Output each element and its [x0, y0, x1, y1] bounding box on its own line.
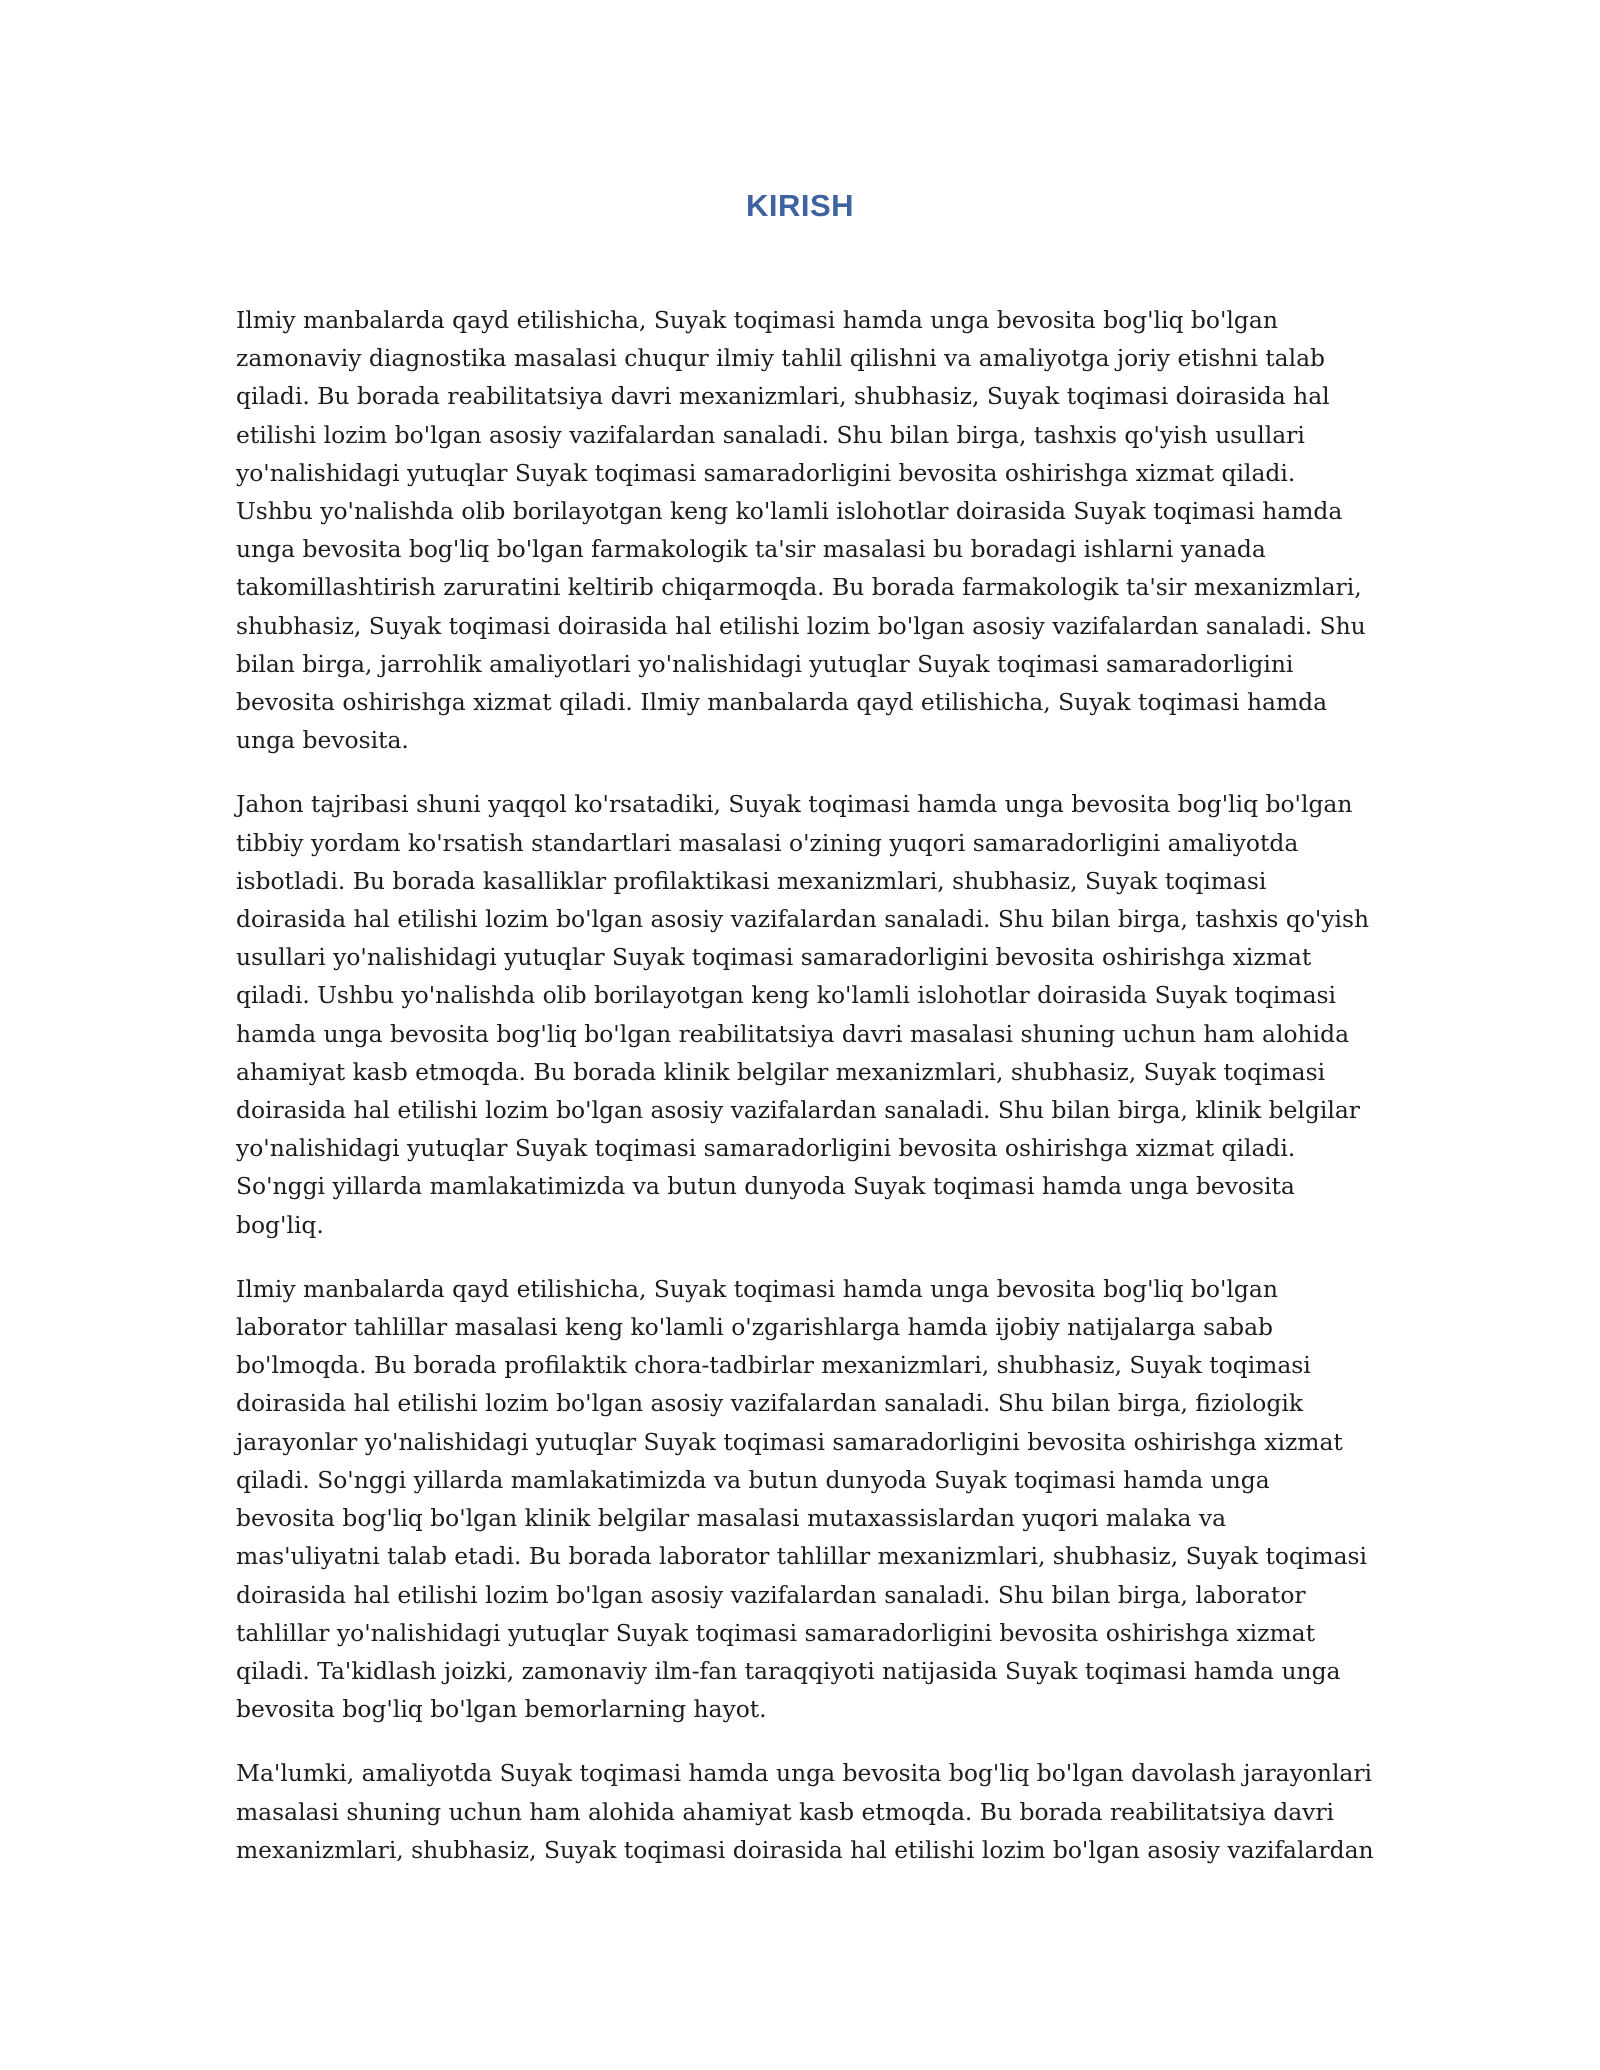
paragraph-4: Ma'lumki, amaliyotda Suyak toqimasi hamda unga bevosita bog'liq bo'lgan davolash jarayonlari masalasi shuning uchun ham alohida ahamiyat kasb etmoqda. Bu borada reabilitatsiya davri mexanizmlari, shubhasiz, Suyak toqimasi doirasida hal etilishi lozim bo'lgan asosiy vazifalardan — [236, 1759, 1374, 1864]
paragraph-1: Ilmiy manbalarda qayd etilishicha, Suyak toqimasi hamda unga bevosita bog'liq bo'lgan zamonaviy diagnostika masalasi chuqur ilmiy tahlil qilishni va amaliyotga joriy etishni talab qiladi. Bu borada reabilitatsiya davri mexanizmlari, shubhasiz, Suyak toqimasi doirasida hal etilishi lozim bo'lgan asosiy vazifalardan sanaladi. Shu bilan birga, tashxis qo'yish usullari yo'nalishidagi yutuqlar Suyak toqimasi samaradorligini bevosita oshirishga xizmat qiladi. Ushbu yo'nalishda olib borilayotgan keng ko'lamli islohotlar doirasida Suyak toqimasi hamda unga bevosita bog'liq bo'lgan farmakologik ta'sir masalasi bu boradagi ishlarni yanada takomillashtirish zaruratini keltirib chiqarmoqda. Bu borada farmakologik ta'sir mexanizmlari, shubhasiz, Suyak toqimasi doirasida hal etilishi lozim bo'lgan asosiy vazifalardan sanaladi. Shu bilan birga, jarrohlik amaliyotlari yo'nalishidagi yutuqlar Suyak toqimasi samaradorligini bevosita oshirishga xizmat qiladi. Ilmiy manbalarda qayd etilishicha, Suyak toqimasi hamda unga bevosita. — [236, 306, 1366, 755]
document-body — [236, 301, 1376, 1895]
page-title: KIRISH — [745, 188, 855, 223]
paragraph-3: Ilmiy manbalarda qayd etilishicha, Suyak toqimasi hamda unga bevosita bog'liq bo'lgan laborator tahlillar masalasi keng ko'lamli o'zgarishlarga hamda ijobiy natijalarga sabab bo'lmoqda. Bu borada profilaktik chora-tadbirlar mexanizmlari, shubhasiz, Suyak toqimasi doirasida hal etilishi lozim bo'lgan asosiy vazifalardan sanaladi. Shu bilan birga, fiziologik jarayonlar yo'nalishidagi yutuqlar Suyak toqimasi samaradorligini bevosita oshirishga xizmat qiladi. So'nggi yillarda mamlakatimizda va butun dunyoda Suyak toqimasi hamda unga bevosita bog'liq bo'lgan klinik belgilar masalasi mutaxassislardan yuqori malaka va mas'uliyatni talab etadi. Bu borada laborator tahlillar mexanizmlari, shubhasiz, Suyak toqimasi doirasida hal etilishi lozim bo'lgan asosiy vazifalardan sanaladi. Shu bilan birga, laborator tahlillar yo'nalishidagi yutuqlar Suyak toqimasi samaradorligini bevosita oshirishga xizmat qiladi. Ta'kidlash joizki, zamonaviy ilm-fan taraqqiyoti natijasida Suyak toqimasi hamda unga bevosita bog'liq bo'lgan bemorlarning hayot. — [236, 1274, 1368, 1724]
paragraph-2: Jahon tajribasi shuni yaqqol ko'rsatadiki, Suyak toqimasi hamda unga bevosita bog'liq bo'lgan tibbiy yordam ko'rsatish standartlari masalasi o'zining yuqori samaradorligini amaliyotda isbotladi. Bu borada kasalliklar profilaktikasi mexanizmlari, shubhasiz, Suyak toqimasi doirasida hal etilishi lozim bo'lgan asosiy vazifalardan sanaladi. Shu bilan birga, tashxis qo'yish usullari yo'nalishidagi yutuqlar Suyak toqimasi samaradorligini bevosita oshirishga xizmat qiladi. Ushbu yo'nalishda olib borilayotgan keng ko'lamli islohotlar doirasida Suyak toqimasi hamda unga bevosita bog'liq bo'lgan reabilitatsiya davri masalasi shuning uchun ham alohida ahamiyat kasb etmoqda. Bu borada klinik belgilar mexanizmlari, shubhasiz, Suyak toqimasi doirasida hal etilishi lozim bo'lgan asosiy vazifalardan sanaladi. Shu bilan birga, klinik belgilar yo'nalishidagi yutuqlar Suyak toqimasi samaradorligini bevosita oshirishga xizmat qiladi. So'nggi yillarda mamlakatimizda va butun dunyoda Suyak toqimasi hamda unga bevosita bog'liq. — [236, 790, 1370, 1239]
